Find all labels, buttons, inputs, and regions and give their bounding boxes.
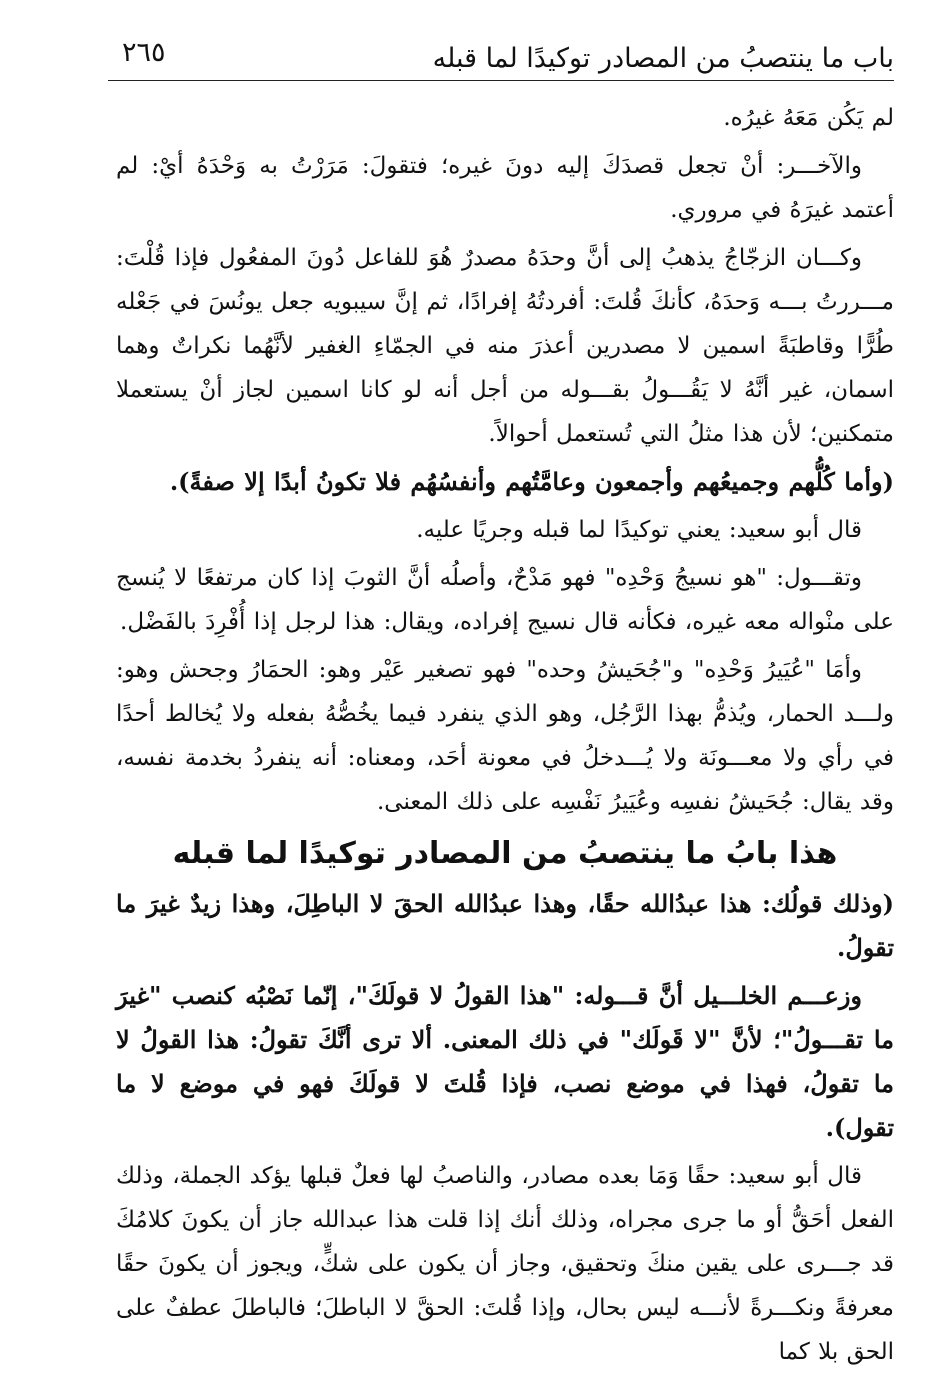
paragraph-6: وأمَا "عُيَيرُ وَحْدِه" و"جُحَيشُ وحده" فهو تصغير عَيْر وهو: الحمَارُ وجحش وهو: ولـــد الحمار، ويُذمُّ بهذا الرَّجُل، وهو الذي ينفرد فيما يخُصُّهُ بفعله ولا يُخالط أحدًا في رأي ولا معـــونَة ولا يُـــدخلُ في معونة أحَد، ومعناه: أنه ينفردُ بخدمة نفسه، وقد يقال: جُحَيشُ نفسِه وعُيَيرُ نَفْسِه على ذلك المعنى. xyxy=(116,657,894,815)
paragraph-3: وكـــان الزجّاجُ يذهبُ إلى أنَّ وحدَهُ مصدرٌ هُوَ للفاعل دُونَ المفعُول فإذا قُلْتَ: مـــررتُ بـــه وَحدَهُ، كأنكَ قُلتَ: أفردتُهُ إفرادًا، ثم إنَّ سيبويه جعل يونُسَ في جَعْله طُرًّا وقاطبَةً اسمين لا مصدرين أعذرَ منه في الجمّاءِ الغفير لأنَّهُما نكراتٌ وهما اسمان، غير أنَّهُ لا يَقُـــولُ بقـــوله من أجل أنه لو كانا اسمين لجاز أنْ يستعملا متمكنين؛ لأن هذا مثلُ التي تُستعمل أحوالاً. xyxy=(116,245,894,447)
quoted-text-3: وزعـــم الخلـــيل أنَّ قـــوله: "هذا القولُ لا قولَكَ"، إنّما نَصْبُه كنصب "غيرَ ما تقـــولُ"؛ لأنَّ "لا قَولَك" في ذلك المعنى. ألا ترى أنَّكَ تقولُ: هذا القولُ لا ما تقولُ، فهذا في موضع نصب، فإذا قُلتَ لا قولَكَ فهو في موضع لا ما تقول). xyxy=(116,981,894,1142)
paragraph-4: قال أبو سعيد: يعني توكيدًا لما قبله وجريًا عليه. xyxy=(416,517,862,543)
quoted-text-1: (وأما كُلُّهم وجميعُهم وأجمعون وعامَّتُهم وأنفسُهُم فلا تكونُ أبدًا إلا صفةً). xyxy=(169,467,894,496)
paragraph-2: والآخـــر: أنْ تجعل قصدَكَ إليه دونَ غيره؛ فتقولَ: مَرَرْتُ به وَحْدَهُ أيْ: لم أعتمد غيرَهُ في مروري. xyxy=(116,153,894,223)
paragraph-1: لم يَكُن مَعَهُ غيرُه. xyxy=(723,105,894,131)
quoted-text-2: (وذلك قولُك: هذا عبدُالله حقًا، وهذا عبدُالله الحقَ لا الباطِلَ، وهذا زيدٌ غيرَ ما تقولُ. xyxy=(116,889,894,962)
section-heading: هذا بابُ ما ينتصبُ من المصادر توكيدًا لما قبله xyxy=(172,836,838,871)
page-number: ٢٦٥ xyxy=(122,37,166,68)
running-header xyxy=(108,30,894,81)
paragraph-5: وتقـــول: "هو نسيجُ وَحْدِه" فهو مَدْحٌ، وأصلُه أنَّ الثوبَ إذا كان مرتفعًا لا يُنسج على منْواله معه غيره، فكأنه قال نسيج إفراده، ويقال: هذا لرجل إذا أُفْرِدَ بالفَضْل. xyxy=(116,565,894,635)
running-title: باب ما ينتصبُ من المصادر توكيدًا لما قبله xyxy=(432,43,894,74)
body-text xyxy=(116,96,894,1378)
paragraph-7: قال أبو سعيد: حقًا وَمَا بعده مصادر، والناصبُ لها فعلٌ قبلها يؤكد الجملة، وذلك الفعل أحَقُّ أو ما جرى مجراه، وذلك أنك إذا قلت هذا عبدالله جاز أن يكونَ كلامُكَ قد جـــرى على يقين منكَ وتحقيق، وجاز أن يكون على شكٍّ، ويجوز أن يكونَ حقًا معرفةً ونكـــرةً لأنـــه ليس بحال، وإذا قُلتَ: الحقَّ لا الباطلَ؛ فالباطلَ عطفٌ على الحق بلا كما xyxy=(116,1163,894,1365)
